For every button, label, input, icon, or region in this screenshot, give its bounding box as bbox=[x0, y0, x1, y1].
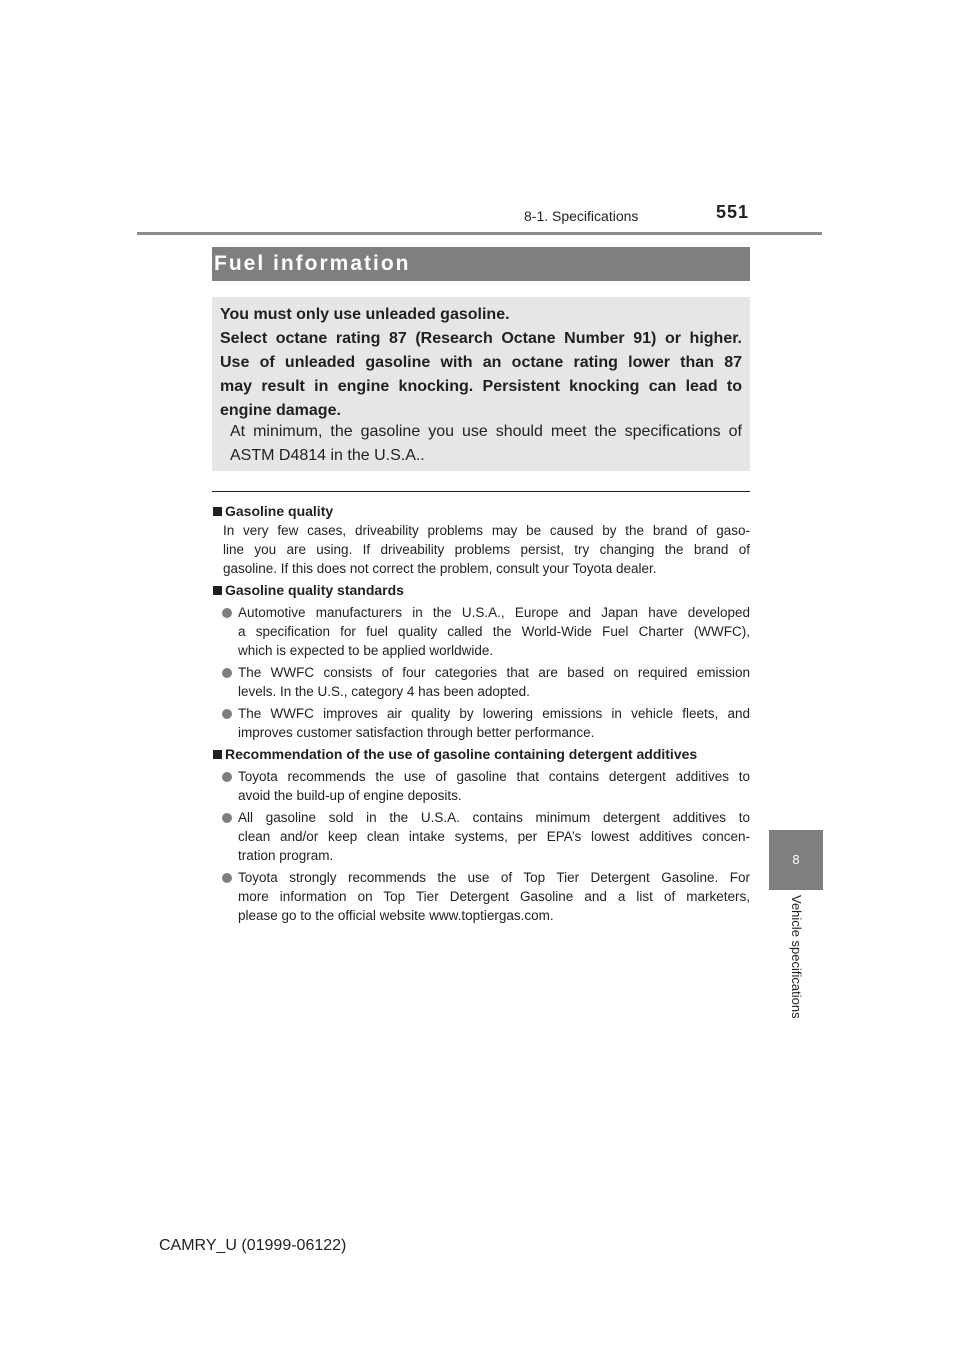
important-line: Select octane rating 87 (Research Octane Number 91) or higher. bbox=[220, 330, 742, 347]
document-code: CAMRY_U (01999-06122) bbox=[159, 1237, 347, 1254]
circle-bullet-icon bbox=[222, 668, 232, 678]
paragraph: In very few cases, driveability problems may be caused by the brand of gaso- line you are using. If driveability problems persist, try changing the brand of gasoline. If this does not correct the problem, consult your Toyota dealer. bbox=[223, 523, 750, 576]
note-line: ASTM D4814 in the U.S.A.. bbox=[230, 447, 425, 464]
square-bullet-icon bbox=[213, 750, 222, 759]
chapter-tab: 8 bbox=[769, 830, 823, 890]
list-item: Automotive manufacturers in the U.S.A., Europe and Japan have developed a specification for fuel quality called the World-Wide Fuel Charter (WWFC), which is expected to be applied worldwide. bbox=[238, 603, 750, 660]
heading-gasoline-quality: Gasoline quality bbox=[213, 502, 750, 521]
circle-bullet-icon bbox=[222, 813, 232, 823]
section-label: 8-1. Specifications bbox=[524, 208, 639, 224]
circle-bullet-icon bbox=[222, 608, 232, 618]
important-box bbox=[212, 297, 750, 471]
square-bullet-icon bbox=[213, 586, 222, 595]
note-line: At minimum, the gasoline you use should meet the specifications of bbox=[230, 423, 742, 440]
list-item: All gasoline sold in the U.S.A. contains minimum detergent additives to clean and/or keep clean intake systems, per EPA’s lowest additives concen- tration program. bbox=[238, 808, 750, 865]
important-note bbox=[230, 420, 742, 468]
page-number: 551 bbox=[716, 202, 750, 222]
section-divider bbox=[212, 491, 750, 492]
list-item: Toyota recommends the use of gasoline that contains detergent additives to avoid the build-up of engine deposits. bbox=[238, 767, 750, 805]
page-title: Fuel information bbox=[214, 252, 411, 275]
body-content bbox=[213, 499, 750, 927]
important-line: may result in engine knocking. Persistent knocking can lead to bbox=[220, 378, 742, 395]
heading-quality-standards: Gasoline quality standards bbox=[213, 581, 750, 600]
important-line: engine damage. bbox=[220, 402, 341, 419]
important-line: Use of unleaded gasoline with an octane rating lower than 87 bbox=[220, 354, 742, 371]
circle-bullet-icon bbox=[222, 709, 232, 719]
square-bullet-icon bbox=[213, 507, 222, 516]
list-item: The WWFC improves air quality by lowering emissions in vehicle fleets, and improves customer satisfaction through better performance. bbox=[238, 704, 750, 742]
chapter-label: Vehicle specifications bbox=[789, 895, 804, 1019]
important-line: You must only use unleaded gasoline. bbox=[220, 306, 510, 323]
circle-bullet-icon bbox=[222, 772, 232, 782]
list-item: Toyota strongly recommends the use of Top Tier Detergent Gasoline. For more information on Top Tier Detergent Gasoline and a list of marketers, please go to the official website www.toptiergas.com. bbox=[238, 868, 750, 925]
heading-detergent-additives: Recommendation of the use of gasoline containing detergent additives bbox=[213, 745, 750, 764]
list-item: The WWFC consists of four categories that are based on required emission levels. In the U.S., category 4 has been adopted. bbox=[238, 663, 750, 701]
circle-bullet-icon bbox=[222, 873, 232, 883]
header-rule bbox=[137, 232, 822, 235]
important-text bbox=[220, 303, 742, 423]
title-bar bbox=[212, 247, 750, 281]
